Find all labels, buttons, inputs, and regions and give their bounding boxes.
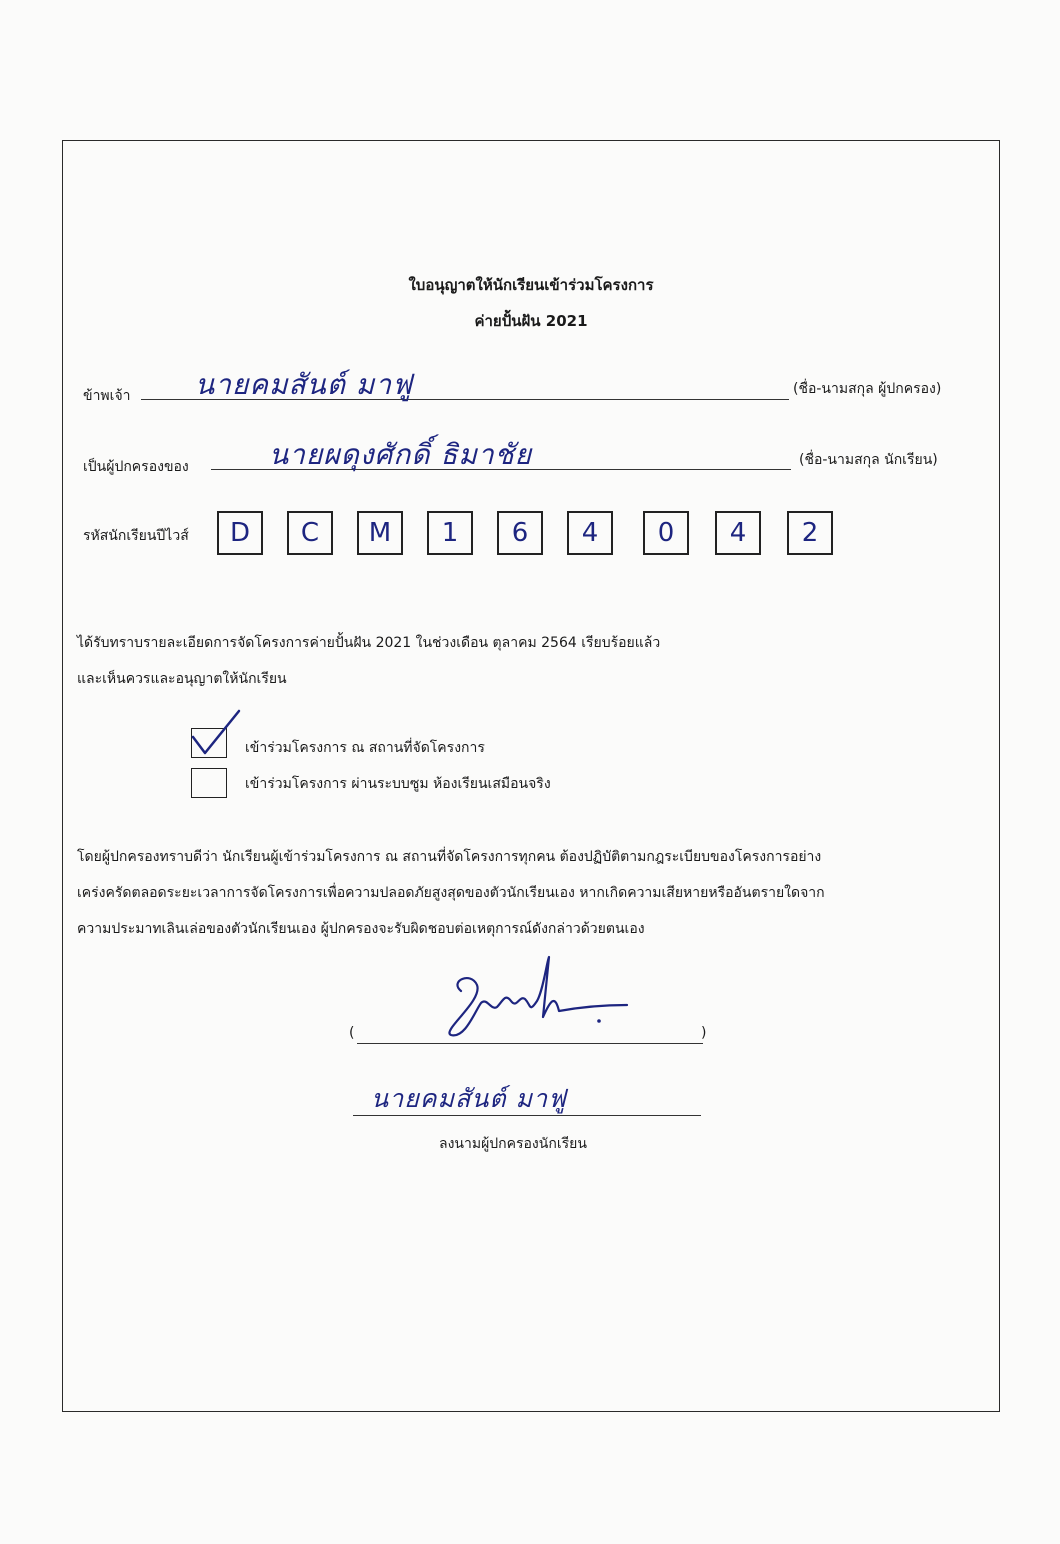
code-box: 0 [643,511,689,555]
code-label: รหัสนักเรียนปีไวส์ [83,528,189,544]
signature-line [357,1043,703,1044]
code-box: 4 [715,511,761,555]
form-subtitle: ค่ายปั้นฝัน 2021 [474,312,588,330]
code-box: 4 [567,511,613,555]
signature-open-paren: ( [349,1025,355,1041]
option-zoom-label: เข้าร่วมโครงการ ผ่านระบบซูม ห้องเรียนเสมือนจริง [245,776,551,792]
signature-image [431,951,631,1041]
signature-close-paren: ) [701,1025,707,1041]
student-hint: (ชื่อ-นามสกุล นักเรียน) [799,452,938,468]
parent-name-handwritten: นายคมสันต์ มาฟู [195,368,413,401]
code-box: 6 [497,511,543,555]
option-zoom-checkbox[interactable] [191,768,227,798]
code-box: M [357,511,403,555]
parent-hint: (ชื่อ-นามสกุล ผู้ปกครอง) [793,381,942,397]
consent-line-2: และเห็นควรและอนุญาตให้นักเรียน [77,671,287,687]
signature-caption: ลงนามผู้ปกครองนักเรียน [439,1136,587,1152]
responsibility-paragraph [77,839,977,947]
responsibility-line-2: เคร่งครัดตลอดระยะเวลาการจัดโครงการเพื่อความปลอดภัยสูงสุดของตัวนักเรียนเอง หากเกิดความเสียหายหรืออันตรายใดจาก [77,885,825,901]
printed-name-line [353,1115,701,1116]
consent-line-1: ได้รับทราบรายละเอียดการจัดโครงการค่ายปั้นฝัน 2021 ในช่วงเดือน ตุลาคม 2564 เรียบร้อยแล้ว [77,635,661,651]
code-box: D [217,511,263,555]
permission-form [62,140,1000,1412]
code-box: 1 [427,511,473,555]
code-box: C [287,511,333,555]
option-onsite-label: เข้าร่วมโครงการ ณ สถานที่จัดโครงการ [245,740,485,756]
consent-paragraph [77,625,977,697]
checkmark-icon [187,707,247,759]
printed-name-handwritten: นายคมสันต์ มาฟู [371,1084,567,1113]
responsibility-line-3: ความประมาทเลินเล่อของตัวนักเรียนเอง ผู้ปกครองจะรับผิดชอบต่อเหตุการณ์ดังกล่าวด้วยตนเอง [77,921,645,937]
parent-label: ข้าพเจ้า [83,388,131,404]
student-label: เป็นผู้ปกครองของ [83,459,189,475]
responsibility-line-1: โดยผู้ปกครองทราบดีว่า นักเรียนผู้เข้าร่วมโครงการ ณ สถานที่จัดโครงการทุกคน ต้องปฏิบัติตามกฎระเบียบของโครงการอย่าง [77,849,822,865]
code-box: 2 [787,511,833,555]
student-name-handwritten: นายผดุงศักดิ์ ธิมาชัย [269,438,533,471]
form-title: ใบอนุญาตให้นักเรียนเข้าร่วมโครงการ [408,276,654,294]
